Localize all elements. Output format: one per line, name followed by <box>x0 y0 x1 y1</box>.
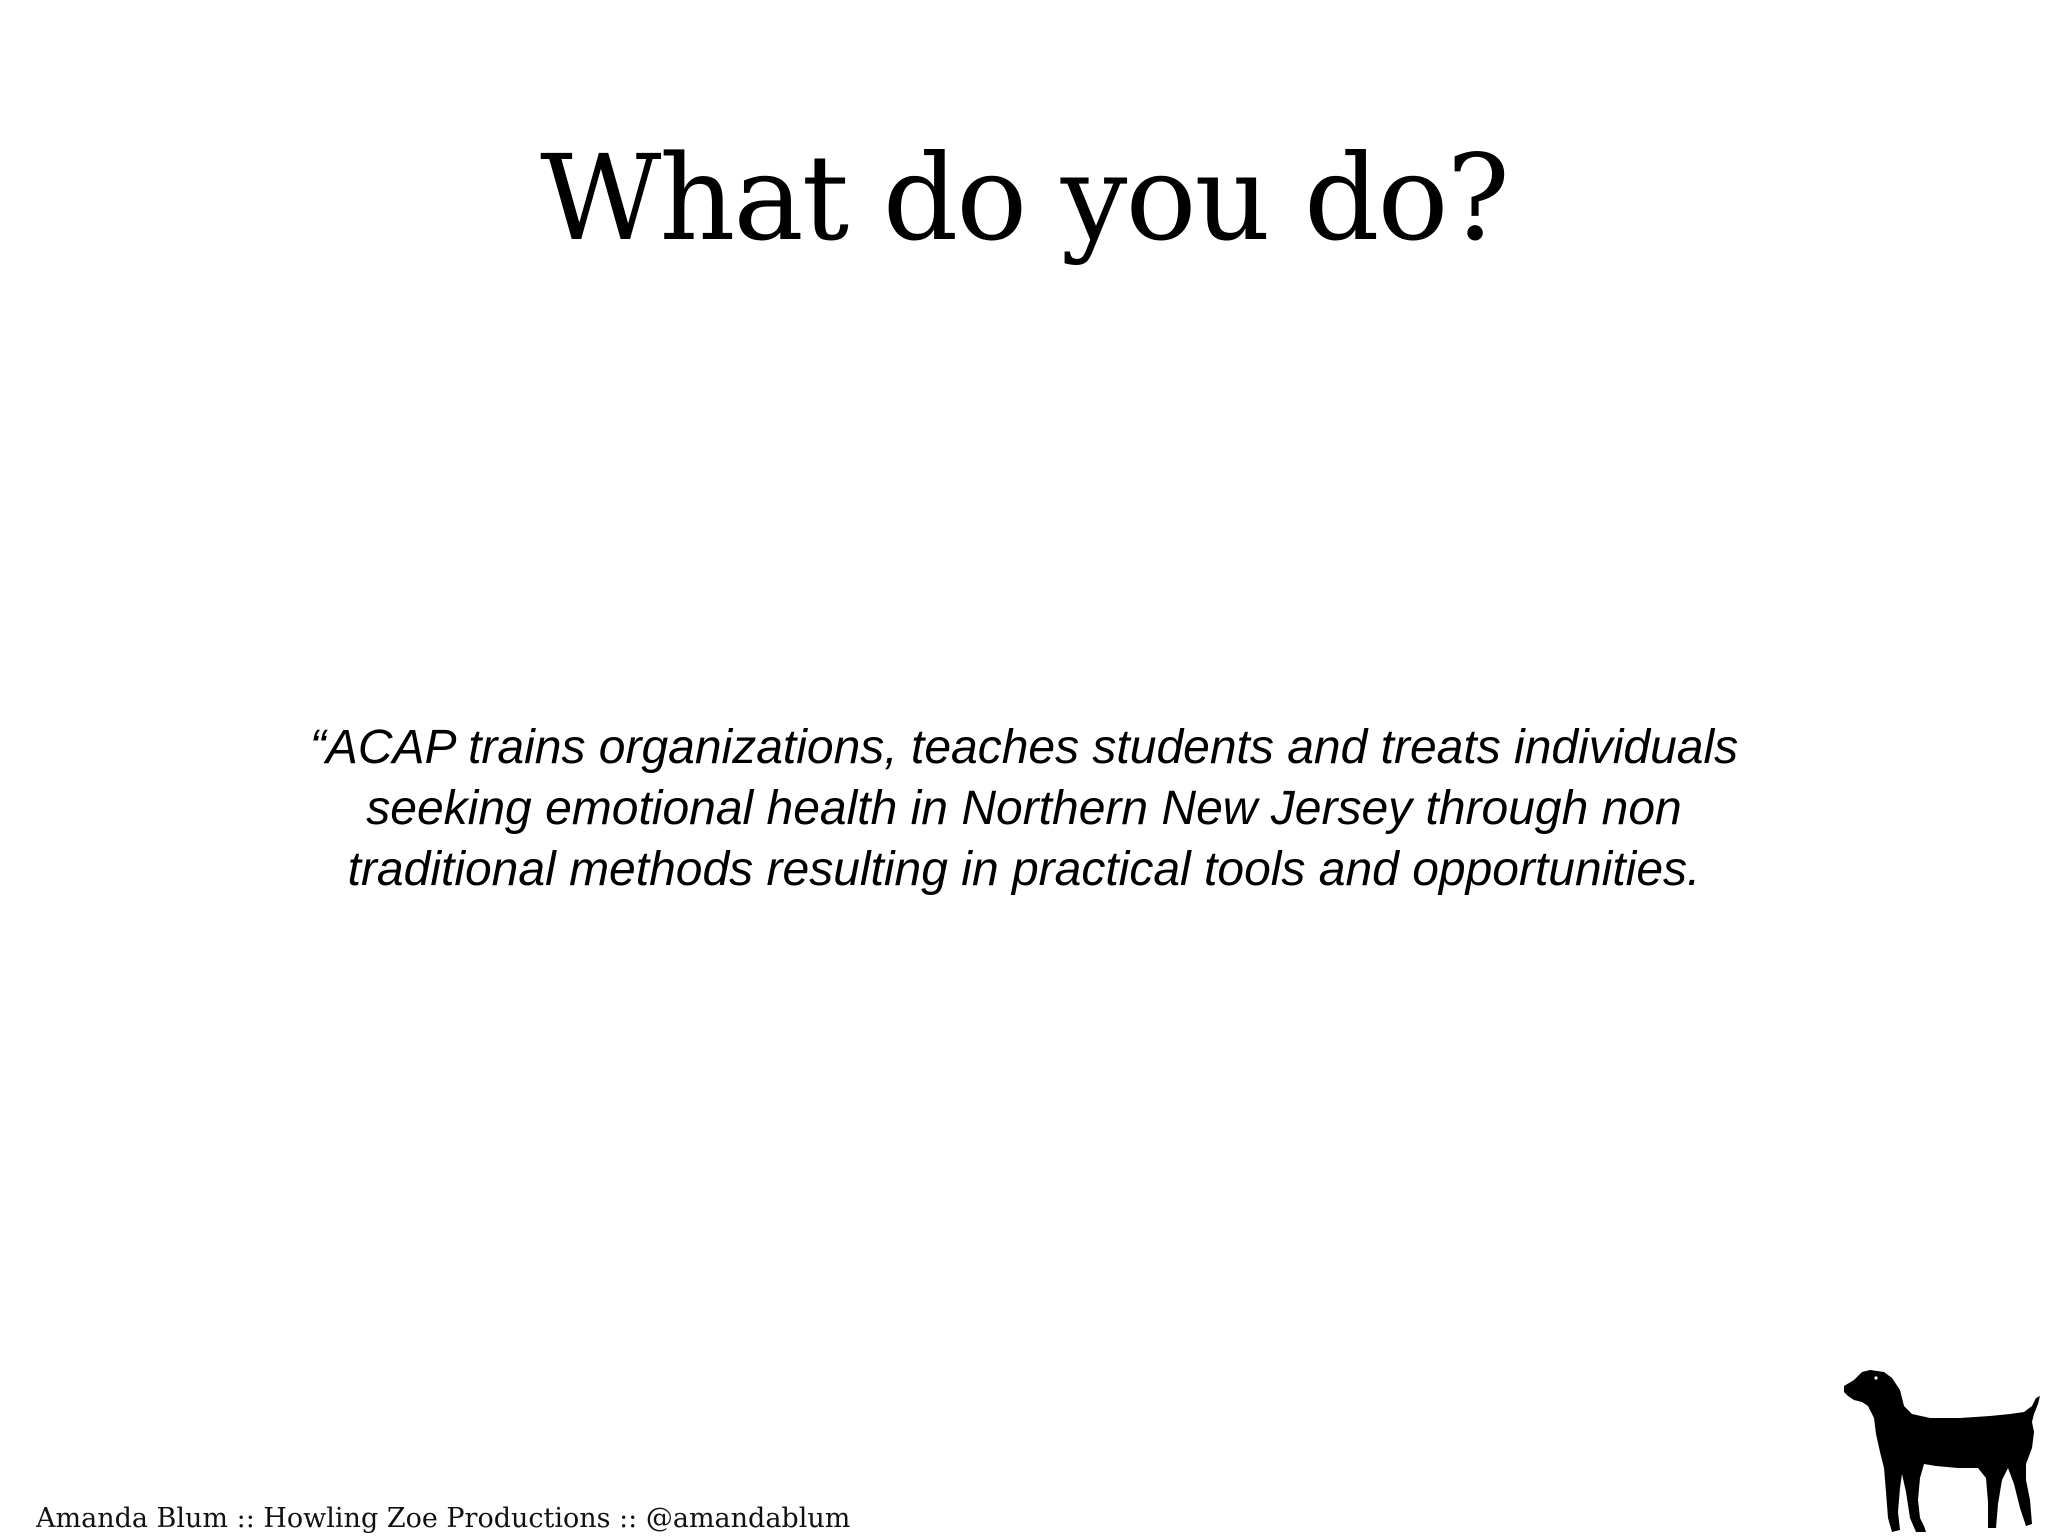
dog-silhouette-icon <box>1840 1368 2048 1536</box>
slide-title: What do you do? <box>540 129 1508 267</box>
mission-quote <box>224 717 1824 900</box>
footer-credit: Amanda Blum :: Howling Zoe Productions :: @amandablum <box>36 1503 851 1534</box>
quote-line-3: traditional methods resulting in practical tools and opportunities. <box>347 843 1701 896</box>
quote-line-1: “ACAP trains organizations, teaches students and treats individuals <box>309 721 1739 774</box>
quote-line-2: seeking emotional health in Northern New Jersey through non <box>366 782 1682 835</box>
